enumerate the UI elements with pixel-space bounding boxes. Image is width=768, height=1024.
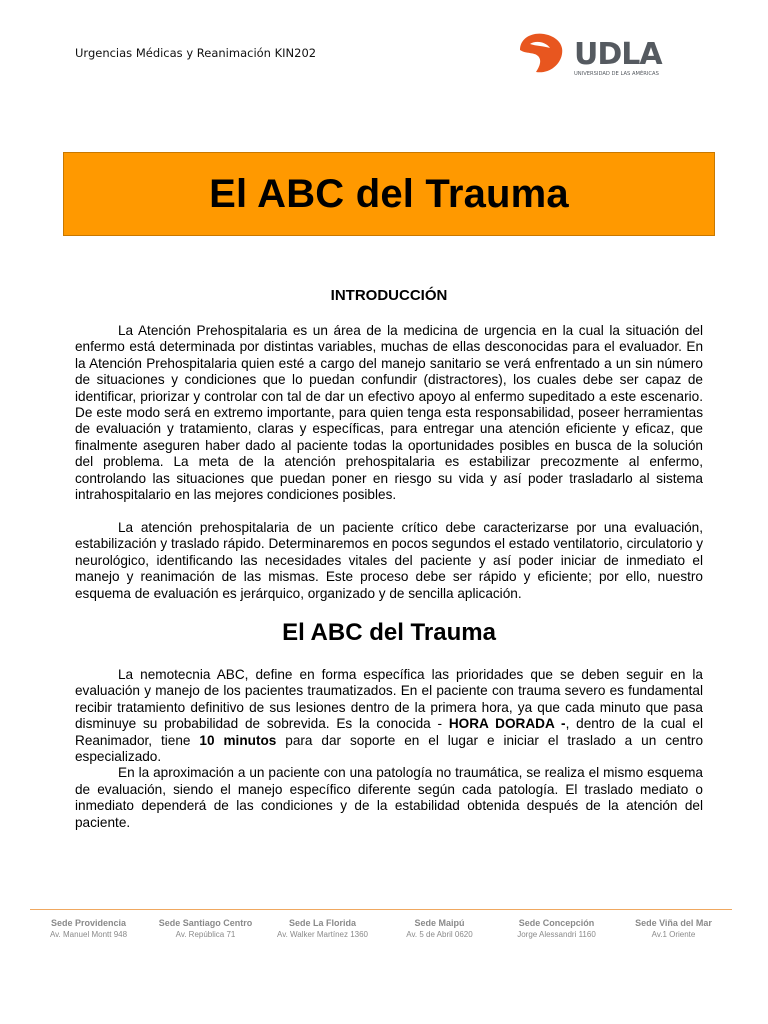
campus-name: Sede Viña del Mar — [635, 918, 712, 928]
campus-item — [264, 917, 381, 941]
campus-item — [498, 917, 615, 941]
campus-name: Sede Concepción — [518, 918, 595, 928]
campus-item — [30, 917, 147, 941]
intro-paragraph-2 — [75, 520, 703, 602]
section-heading: El ABC del Trauma — [282, 619, 496, 646]
udla-logo-text: UDLA — [574, 37, 662, 72]
campus-name: Sede Providencia — [50, 918, 127, 928]
udla-logo-mark-icon — [520, 34, 562, 73]
footer-divider — [30, 909, 732, 910]
campus-address: Av. 5 de Abril 0620 — [406, 930, 473, 939]
campus-item — [147, 917, 264, 941]
campus-name: Sede La Florida — [288, 918, 357, 928]
document-title: El ABC del Trauma — [209, 171, 569, 216]
udla-logo-subtext: UNIVERSIDAD DE LAS AMÉRICAS — [574, 71, 659, 77]
campus-address: Av. Manuel Montt 948 — [49, 930, 128, 939]
campus-address: Av.1 Oriente — [651, 930, 696, 939]
section-paragraph-1 — [75, 667, 703, 765]
campus-name: Sede Santiago Centro — [158, 918, 253, 928]
ten-minutes-bold: 10 minutos — [199, 732, 277, 748]
udla-logo — [516, 30, 676, 78]
campus-address: Av. República 71 — [175, 930, 236, 939]
footer-campuses — [30, 917, 732, 941]
section-p1-text-a: La nemotecnia ABC, define en forma específica las prioridades que se deben seguir en la evaluación y manejo de los pacientes traumatizados. En el paciente con trauma severo es fundamental recibir tratamiento definitivo de sus lesiones dentro de la primera hora, ya que cada minuto que pasa disminuye su probabilidad de sobrevida. Es la conocida - — [75, 667, 703, 732]
intro-paragraph-2-text: La atención prehospitalaria de un paciente crítico debe caracterizarse por una evaluación, estabilización y traslado rápido. Determinaremos en pocos segundos el estado ventilatorio, circulatorio y neurológico, identificando las necesidades vitales del paciente y así poder iniciar de inmediato el manejo y reanimación de las mismas. Este proceso debe ser rápido y eficiente; por ello, nuestro esquema de evaluación es jerárquico, organizado y de sencilla aplicación. — [75, 520, 703, 601]
intro-heading: INTRODUCCIÓN — [330, 287, 448, 304]
section-paragraph-2: En la aproximación a un paciente con una patología no traumática, se realiza el mismo esquema de evaluación, siendo el manejo específico diferente según cada patología. El traslado mediato o inmediato dependerá de las condiciones y de la estabilidad obtenida después de la atención del paciente. — [75, 765, 703, 830]
campus-address: Av. Walker Martínez 1360 — [277, 930, 368, 939]
title-banner — [63, 152, 715, 236]
section-p1-text-c: para dar soporte en el lugar e iniciar el traslado a un centro especializado. — [75, 732, 704, 765]
campus-item — [615, 917, 732, 941]
hora-dorada-bold: HORA DORADA - — [448, 716, 566, 732]
section-body — [75, 667, 703, 831]
section-p1-text-b: , dentro de la cual el Reanimador, tiene — [75, 716, 703, 748]
campus-address: Jorge Alessandri 1160 — [517, 930, 596, 939]
intro-paragraph-1 — [75, 323, 703, 503]
campus-name: Sede Maipú — [414, 918, 465, 928]
campus-item — [381, 917, 498, 941]
course-header: Urgencias Médicas y Reanimación KIN202 — [75, 46, 317, 60]
intro-paragraph-1-text: La Atención Prehospitalaria es un área de la medicina de urgencia en la cual la situación del enfermo está determinada por distintas variables, muchas de ellas desconocidas para el evaluador. En la Atención Prehospitalaria quien esté a cargo del manejo sanitario se verá enfrentado a un sin número de situaciones y condiciones que lo puedan confundir (distractores), los cuales debe ser capaz de identificar, priorizar y controlar con tal de dar un efectivo apoyo al enfermo supeditado a este escenario. De este modo será en extremo importante, para quien tenga esta responsabilidad, poseer herramientas de evaluación y tratamiento, claras y específicas, para entregar una atención eficiente y eficaz, que finalmente aseguren haber dado al paciente todas la oportunidades posibles en busca de la solución del problema. La meta de la atención prehospitalaria es estabilizar precozmente al enfermo, controlando las situaciones que puedan poner en riesgo su vida y así poder trasladarlo al sistema intrahospitalario en las mejores condiciones posibles. — [75, 323, 703, 503]
